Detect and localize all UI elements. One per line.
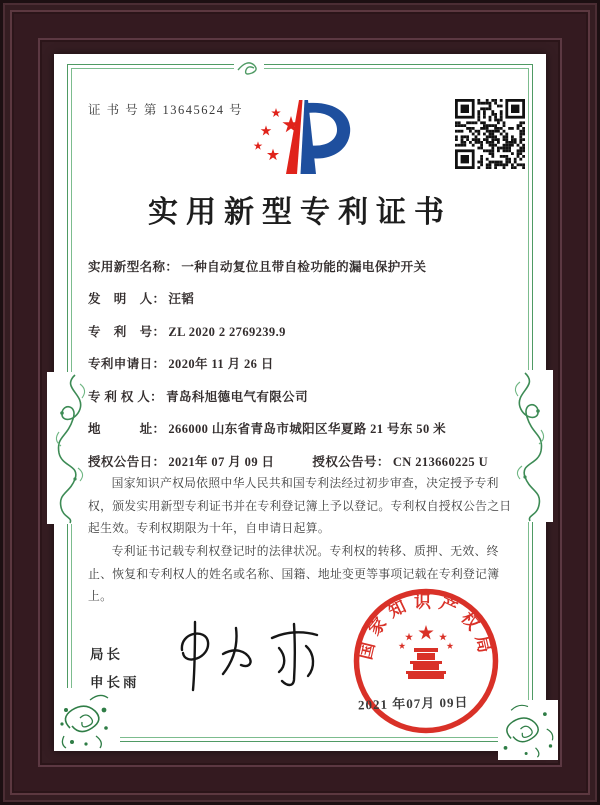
field-row-utility-model-name [88, 257, 522, 275]
certificate-number: 证 书 号 第 13645624 号 [88, 103, 244, 117]
field-value: 266000 山东省青岛市城阳区华夏路 21 号东 50 米 [168, 422, 447, 436]
field-value: CN 213660225 U [392, 455, 489, 469]
left-border-vine-ornament [47, 372, 93, 524]
field-row-grant [88, 452, 522, 470]
field-row-address [88, 419, 522, 437]
field-label: 授权公告号： [312, 455, 390, 469]
commissioner-name: 申长雨 [90, 675, 140, 690]
field-value: 2021年 07 月 09 日 [168, 455, 275, 469]
top-border-curl-ornament [234, 57, 264, 77]
field-label: 专利申请日： [88, 357, 166, 371]
field-value: 一种自动复位且带自检功能的漏电保护开关 [181, 260, 427, 274]
field-row-patentee [88, 387, 522, 405]
qr-code [455, 99, 525, 169]
field-label: 实用新型名称： [88, 260, 179, 274]
field-label: 授权公告日： [88, 455, 166, 469]
seal-date: 2021 年07月 09日 [357, 694, 469, 713]
seal-ring-text: 国家知识产权局 [356, 592, 496, 662]
certificate-paper [54, 54, 546, 751]
national-emblem-icon [399, 625, 454, 679]
commissioner-title: 局长 [90, 647, 123, 662]
commissioner-signature [160, 614, 344, 702]
field-value: 汪韬 [168, 292, 195, 306]
bottom-right-floral-ornament [498, 700, 558, 760]
field-label: 专 利 权 人： [88, 390, 164, 404]
bottom-left-floral-ornament [56, 688, 120, 750]
field-label: 专 利 号： [88, 325, 166, 339]
cnipa-patent-logo-icon [245, 94, 357, 178]
body-paragraph-2: 专利证书记载专利权登记时的法律状况。专利权的转移、质押、无效、终止、恢复和专利权人的姓名或名称、国籍、地址变更等事项记载在专利登记簿上。 [88, 543, 500, 604]
body-paragraph-1: 国家知识产权局依照中华人民共和国专利法经过初步审查，决定授予专利权，颁发实用新型专利证书并在专利登记簿上予以登记。专利权自授权公告之日起生效。专利权期限为十年，自申请日起算。 [88, 476, 512, 536]
field-row-inventor [88, 289, 522, 307]
cnipa-red-seal [350, 585, 502, 737]
field-row-filing-date [88, 354, 522, 372]
certificate-title: 实用新型专利证书 [148, 196, 452, 229]
field-label: 地 址： [88, 422, 166, 436]
field-value: 青岛科旭德电气有限公司 [166, 390, 308, 404]
field-value: 2020年 11 月 26 日 [168, 357, 274, 371]
field-value: ZL 2020 2 2769239.9 [168, 325, 286, 339]
field-label: 发 明 人： [88, 292, 166, 306]
field-row-patent-number [88, 322, 522, 340]
